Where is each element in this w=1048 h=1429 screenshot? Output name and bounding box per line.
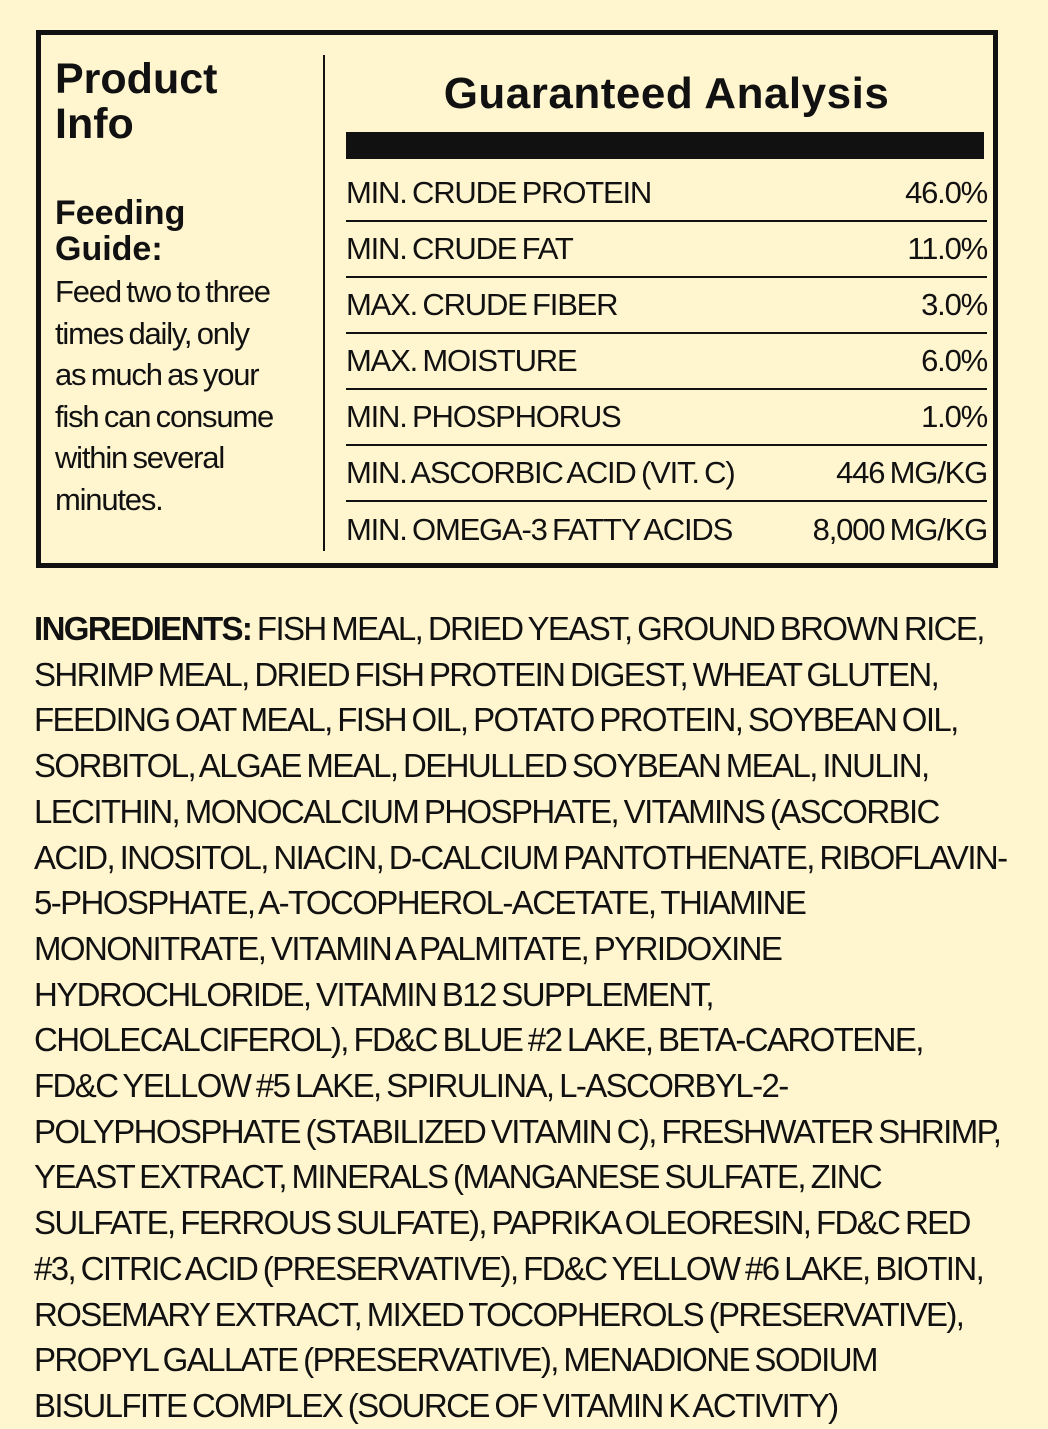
analysis-value: 3.0%	[921, 287, 987, 322]
heading-rule-bar	[346, 132, 984, 159]
analysis-row	[346, 334, 987, 390]
analysis-row	[346, 390, 987, 446]
analysis-label: MIN. ASCORBIC ACID (VIT. C)	[346, 455, 735, 490]
analysis-row	[346, 502, 987, 558]
analysis-value: 6.0%	[921, 343, 987, 378]
nutrition-panel	[36, 30, 998, 568]
analysis-label: MIN. CRUDE PROTEIN	[346, 175, 652, 210]
product-info-title-line: Product	[55, 55, 218, 103]
analysis-row	[346, 278, 987, 334]
analysis-value: 46.0%	[905, 175, 987, 210]
feeding-guide-line: within several	[55, 440, 225, 475]
analysis-value: 11.0%	[907, 231, 987, 266]
ingredients-label: INGREDIENTS:	[34, 610, 252, 647]
product-info-title	[55, 57, 317, 147]
ingredients-text: FISH MEAL, DRIED YEAST, GROUND BROWN RICE, SHRIMP MEAL, DRIED FISH PROTEIN DIGEST, WHEAT GLUTEN, FEEDING OAT MEAL, FISH OIL, POTATO PROTEIN, SOYBEAN OIL, SORBITOL, ALGAE MEAL, DEHULLED SOYBEAN MEAL, INULIN, LECITHIN, MONOCALCIUM PHOSPHATE, VITAMINS (ASCORBIC ACID, INOSITOL, NIACIN, D-CALCIUM PANTOTHENATE, RIBOFLAVIN-5-PHOSPHATE, A-TOCOPHEROL-ACETATE, THIAMINE MONONITRATE, VITAMIN A PALMITATE, PYRIDOXINE HYDROCHLORIDE, VITAMIN B12 SUPPLEMENT, CHOLECALCIFEROL), FD&C BLUE #2 LAKE, BETA-CAROTENE, FD&C YELLOW #5 LAKE, SPIRULINA, L-ASCORBYL-2-POLYPHOSPHATE (STABILIZED VITAMIN C), FRESHWATER SHRIMP, YEAST EXTRACT, MINERALS (MANGANESE SULFATE, ZINC SULFATE, FERROUS SULFATE), PAPRIKA OLEORESIN, FD&C RED #3, CITRIC ACID (PRESERVATIVE), FD&C YELLOW #6 LAKE, BIOTIN, ROSEMARY EXTRACT, MIXED TOCOPHEROLS (PRESERVATIVE), PROPYL GALLATE (PRESERVATIVE), MENADIONE SODIUM BISULFITE COMPLEX (SOURCE OF VITAMIN K ACTIVITY)	[34, 610, 1007, 1424]
feeding-guide-line: minutes.	[55, 481, 163, 517]
feeding-guide-line: as much as your	[55, 357, 259, 392]
feeding-guide-text	[55, 271, 317, 520]
feeding-guide-line: times daily, only	[55, 315, 249, 351]
feeding-guide-line: Feed two to three	[55, 274, 270, 309]
feeding-guide-heading	[55, 195, 317, 267]
analysis-table	[346, 166, 987, 558]
analysis-value: 8,000 MG/KG	[812, 512, 987, 547]
product-info-title-line: Info	[55, 100, 134, 148]
analysis-value: 1.0%	[921, 399, 987, 434]
analysis-label: MIN. PHOSPHORUS	[346, 399, 621, 434]
analysis-label: MIN. CRUDE FAT	[346, 231, 573, 266]
column-divider	[323, 55, 325, 551]
analysis-label: MIN. OMEGA-3 FATTY ACIDS	[346, 512, 733, 547]
feeding-guide-line: fish can consume	[55, 398, 274, 434]
analysis-row	[346, 446, 987, 502]
analysis-label: MAX. CRUDE FIBER	[346, 287, 618, 322]
analysis-label: MAX. MOISTURE	[346, 343, 577, 378]
analysis-row	[346, 222, 987, 278]
analysis-value: 446 MG/KG	[836, 455, 987, 490]
feeding-guide-heading-line: Feeding	[55, 194, 186, 232]
product-info-section	[55, 57, 317, 520]
feeding-guide-heading-line: Guide:	[55, 230, 163, 268]
analysis-row	[346, 166, 987, 222]
ingredients-paragraph	[34, 606, 1009, 1429]
guaranteed-analysis-title: Guaranteed Analysis	[443, 69, 890, 118]
